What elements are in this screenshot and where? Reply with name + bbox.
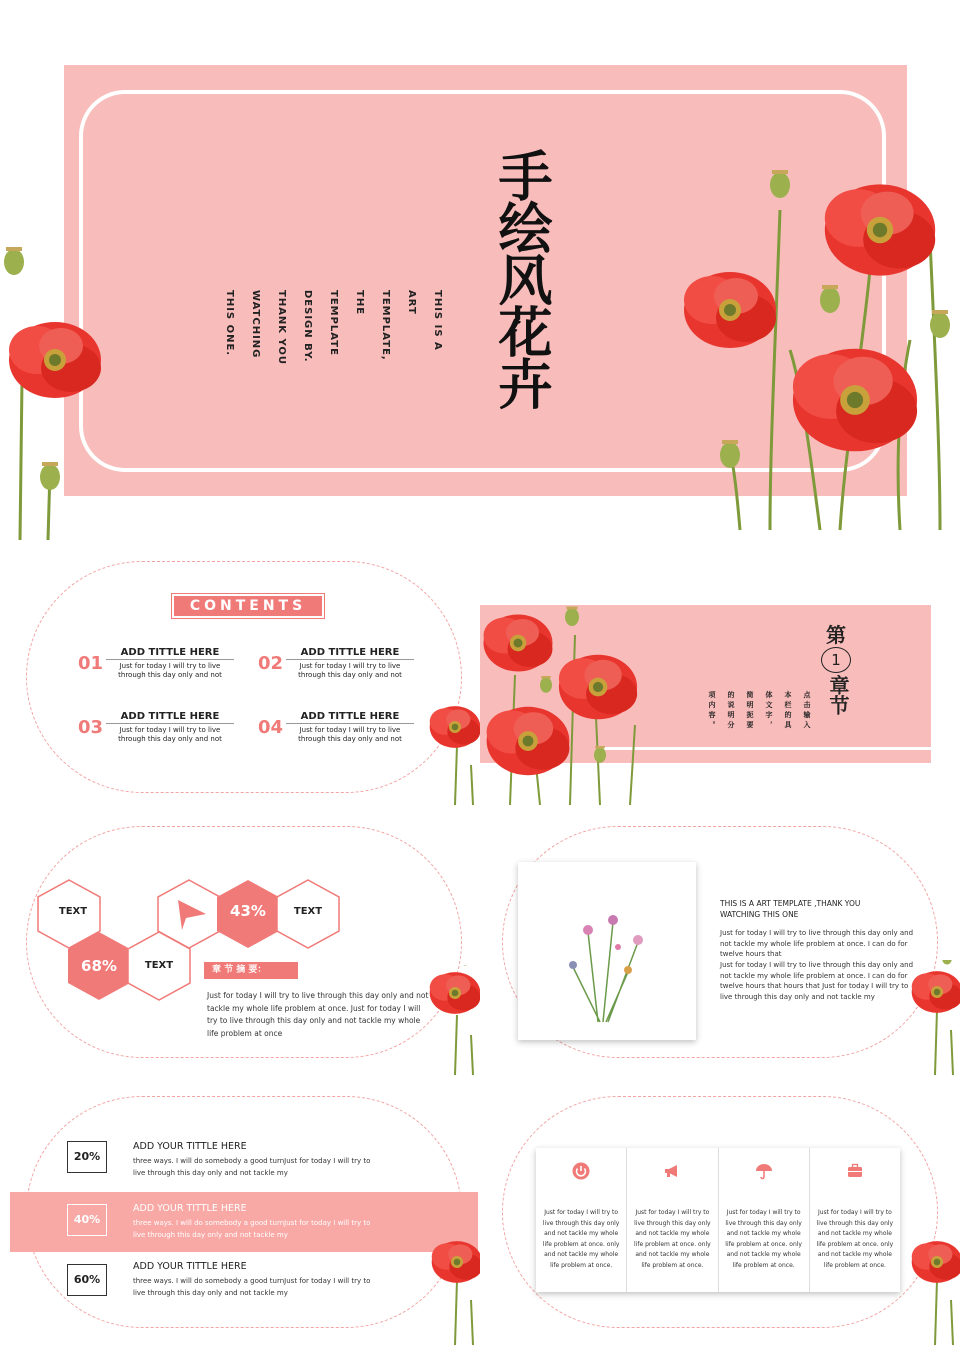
poppy-cluster-left [0,240,120,540]
poppy-cluster-chapter [480,605,650,805]
megaphone-icon [663,1162,681,1180]
chapter-text-column: 本栏的具 [784,691,792,731]
poppy-corner [905,960,960,1075]
item-text: Just for today I will try to live through this day only and not [118,662,222,679]
chapter-text-column: 体文字， [765,691,773,731]
info-card [719,1148,810,1292]
slide-art [480,810,960,1075]
cover-subtitle-line: THANK YOU [276,290,287,366]
contents-item [258,647,418,687]
row-title: ADD YOUR TITTLE HERE [133,1141,247,1152]
row-title: ADD YOUR TITTLE HERE [133,1261,247,1272]
poppy-corner [425,965,480,1075]
art-heading: THIS IS A ART TEMPLATE ,THANK YOU WATCHING THIS ONE [720,899,861,919]
item-number: 01 [78,653,104,674]
percent-box: 60% [67,1264,107,1296]
cover-subtitle-line: TEMPLATE, [380,290,391,361]
info-card [536,1148,627,1292]
chapter-bottom-chars: 章节 [826,675,850,715]
chapter-text-column: 项内容。 [708,691,716,731]
art-paragraph: Just for today I will try to live through this day only and not tackle my whole life problem at once. I can do for twelve hours that [720,929,914,958]
slide-icon-cards [480,1080,960,1345]
poppy-corner [905,1230,960,1345]
slide-hexagons [0,810,480,1075]
wildflower-illustration [518,862,696,1040]
item-title: ADD TITTLE HERE [106,711,234,724]
cover-subtitle-line: WATCHING [250,290,261,359]
cover-subtitle [220,290,450,370]
item-title: ADD TITTLE HERE [286,647,414,660]
cover-subtitle-line: ART [406,290,417,315]
summary-label: 章 节 摘 要： [204,962,298,979]
cover-subtitle-line: TEMPLATE [328,290,339,356]
chapter-vertical-text [702,691,816,731]
cards-container [536,1148,900,1292]
percent-box: 40% [67,1204,107,1236]
hex-percent: 43% [230,902,266,920]
item-text: Just for today I will try to live through this day only and not [298,662,402,679]
item-text: Just for today I will try to live through this day only and not [118,726,222,743]
card-text: Just for today I will try to live through this day only and not tackle my whole life problem at once. only and not tackle my whole life problem at once. [634,1209,711,1269]
card-text: Just for today I will try to live through this day only and not tackle my whole life problem at once. only and not tackle my whole life problem at once. [816,1209,894,1269]
chapter-text-column: 简明扼要 [746,691,754,731]
chapter-text-column: 的说明分 [727,691,735,731]
umbrella-icon [755,1162,773,1180]
poppy-cluster-right [640,150,960,540]
item-title: ADD TITTLE HERE [106,647,234,660]
hex-percent: 68% [81,957,117,975]
hex-text: TEXT [58,906,88,917]
contents-item [258,711,418,751]
row-title: ADD YOUR TITTLE HERE [133,1203,247,1214]
contents-item [78,647,238,687]
power-icon [572,1162,590,1180]
row-text: three ways. I will do somebody a good turnJust for today I will try to live through this day only and not tackle my [133,1277,371,1297]
hex-text: TEXT [293,906,323,917]
item-number: 03 [78,717,104,738]
item-text: Just for today I will try to live through this day only and not [298,726,402,743]
briefcase-icon [846,1162,864,1180]
chapter-number: 1 [821,647,851,673]
hexagon-grid [36,878,346,1003]
slide-cover [0,0,960,540]
row-text: three ways. I will do somebody a good turnJust for today I will try to live through this day only and not tackle my [133,1219,371,1239]
contents-badge: CONTENTS [172,594,324,618]
cover-subtitle-line: THIS IS A [432,290,443,351]
poppy-corner [425,695,480,805]
contents-item [78,711,238,751]
item-number: 04 [258,717,284,738]
item-number: 02 [258,653,284,674]
info-card [627,1148,718,1292]
hex-text: TEXT [144,960,174,971]
row-text: three ways. I will do somebody a good turnJust for today I will try to live through this day only and not tackle my [133,1157,371,1177]
slide-percent-rows [0,1080,480,1345]
card-text: Just for today I will try to live through this day only and not tackle my whole life problem at once. only and not tackle my whole life problem at once. [542,1209,620,1269]
summary-body: Just for today I will try to live through this day only and not tackle my whole life problem at once. Just for today I will try to live through this day only and not tackle my whole life problem at once [207,991,429,1038]
item-title: ADD TITTLE HERE [286,711,414,724]
chapter-text-column: 点击输入 [803,691,811,731]
art-image-card [518,862,696,1040]
slide-contents [0,545,480,805]
art-paragraph: Just for today I will try to live through this day only and not tackle my whole life problem at once. I can do for twelve hours that hours that Just for today I will try to live through this day only and not tackle my [720,961,914,1001]
poppy-corner [425,1230,480,1345]
cover-subtitle-line: DESIGN BY. [302,290,313,363]
card-text: Just for today I will try to live through this day only and not tackle my whole life problem at once. only and not tackle my whole life problem at once. [725,1209,802,1269]
chapter-top-char: 第 [826,623,846,647]
cover-title: 手绘风花卉 [490,148,553,408]
info-card [810,1148,900,1292]
cover-subtitle-line: THE [354,290,365,316]
percent-box: 20% [67,1141,107,1173]
cover-subtitle-line: THIS ONE. [224,290,235,357]
slide-chapter [480,545,960,805]
